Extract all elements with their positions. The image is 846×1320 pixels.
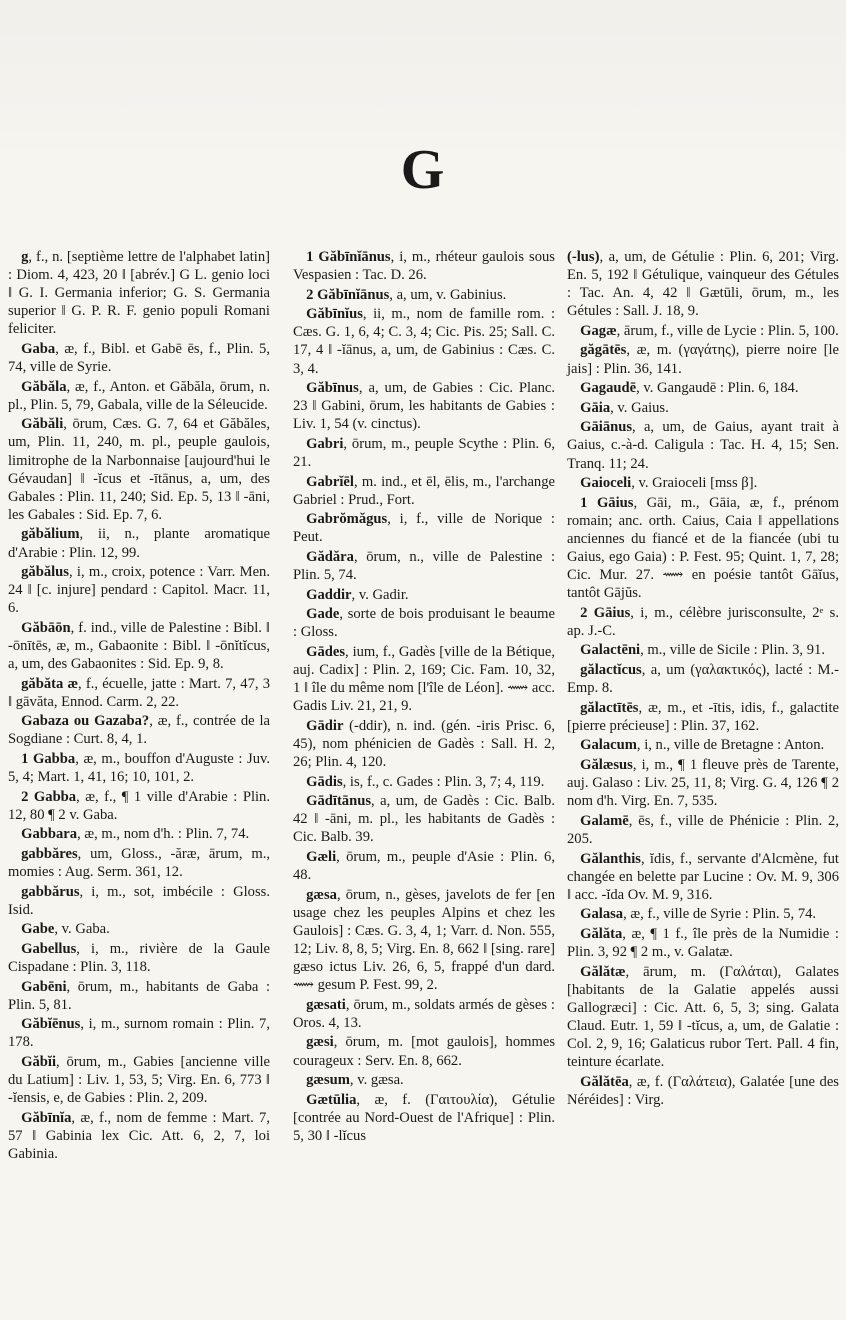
dictionary-entry: Găbăla, æ, f., Anton. et Găbăla, ōrum, n. pl., Plin. 5, 79, Gabala, ville de la Séleucide. <box>8 378 270 413</box>
dictionary-entry: Gălătēa, æ, f. (Γαλάτεια), Galatée [une des Néréides] : Virg. <box>567 1073 839 1108</box>
entry-headword: gabbăres <box>21 846 78 862</box>
entry-headword: Gabbara <box>21 826 78 843</box>
entry-headword: Galacum <box>580 737 637 754</box>
dictionary-entry: Gabe, v. Gaba. <box>21 921 110 938</box>
entry-headword: Gaba <box>21 340 56 357</box>
entry-headword: Gădăra <box>306 549 354 565</box>
entry-headword: Găbĭi <box>21 1054 56 1071</box>
entry-headword: 1 Găbīnĭānus <box>306 249 391 265</box>
dictionary-column-3 <box>567 248 839 1110</box>
dictionary-entry: Galamē, ēs, f., ville de Phénicie : Plin. 2, 205. <box>567 812 839 847</box>
entry-headword: Găbīnĭa <box>21 1109 72 1126</box>
dictionary-entry: 1 Gāius, Gāi, m., Gāia, æ, f., prénom romain; anc. orth. Caius, Caia ‖ appellations anciennes du fiancé et de la fiancée (ubi tu Gaius, ego Gaia) : P. Fest. 95; Quint. 1, 7, 28; Cic. Mur. 27. ⟿ en poésie tantôt Gāĭus, tantôt Gājŭs. <box>567 494 839 602</box>
dictionary-entry: Gāia, v. Gaius. <box>580 399 669 416</box>
dictionary-entry: Gæli, ōrum, m., peuple d'Asie : Plin. 6, 48. <box>293 849 555 884</box>
dictionary-entry: Gălæsus, i, m., ¶ 1 fleuve près de Tarente, auj. Galaso : Liv. 25, 11, 8; Virg. G. 4, 126 ¶ 2 nom d'h. Virg. En. 7, 535. <box>567 757 839 810</box>
dictionary-entry: Gaba, æ, f., Bibl. et Gabē ēs, f., Plin. 5, 74, ville de Syrie. <box>8 340 270 376</box>
dictionary-entry: Gabrŏmăgus, i, f., ville de Norique : Peut. <box>293 511 555 546</box>
dictionary-entry: Gabrĭēl, m. ind., et ēl, ēlis, m., l'archange Gabriel : Prud., Fort. <box>293 473 555 508</box>
dictionary-entry: gæsum, v. gæsa. <box>306 1072 404 1089</box>
dictionary-entry: găgātēs, æ, m. (γαγάτης), pierre noire [le jais] : Plin. 36, 141. <box>567 342 839 377</box>
entry-headword: Gāiānus <box>580 419 633 436</box>
dictionary-entry: Găbīnĭus, ii, m., nom de famille rom. : Cæs. G. 1, 6, 4; C. 3, 4; Cic. Pis. 25; Sall. C. 17, 4 ‖ -ĭānus, a, um, de Gabinius : Cæs. C. 3, 4. <box>293 306 555 377</box>
dictionary-entry: Gălăta, æ, ¶ 1 f., île près de la Numidie : Plin. 3, 92 ¶ 2 m., v. Galatæ. <box>567 925 839 960</box>
entry-headword: Gade <box>306 606 340 623</box>
dictionary-entry: Gabellus, i, m., rivière de la Gaule Cispadane : Plin. 3, 118. <box>8 940 270 976</box>
dictionary-entry: 1 Gabba, æ, m., bouffon d'Auguste : Juv. 5, 4; Mart. 1, 41, 16; 10, 101, 2. <box>8 751 271 786</box>
entry-headword: Gabellus <box>21 940 77 957</box>
entry-headword: Gabe <box>21 921 55 938</box>
dictionary-entry: 1 Găbīnĭānus, i, m., rhéteur gaulois sous Vespasien : Tac. D. 26. <box>293 249 555 284</box>
entry-headword: gălactītēs <box>580 699 639 716</box>
entry-headword: gălactĭcus <box>580 662 642 679</box>
section-letter: G <box>400 139 446 201</box>
entry-headword: Gādir <box>306 717 344 734</box>
entry-headword: g <box>21 249 29 265</box>
dictionary-entry: Gălătæ, ārum, m. (Γαλάται), Galates [habitants de la Galatie appelés aussi Gallogræci] : Cic. Att. 6, 5, 3; sing. Galata Claud. Eutr. 1, 59 ‖ -tĭcus, a, um, de Galatie : Col. 2, 9, 16; Galaticus rubor Tert. Pall. 4 fin, teinture écarlate. <box>567 963 839 1071</box>
entry-headword: Gaddir <box>306 586 352 603</box>
entry-headword: găbăta æ <box>21 675 79 692</box>
dictionary-entry: gabbăres, um, Gloss., -ăræ, ārum, m., momies : Aug. Serm. 361, 12. <box>8 846 270 881</box>
entry-headword: Găbīnĭus <box>306 306 363 323</box>
dictionary-entry: gabbărus, i, m., sot, imbécile : Gloss. Isid. <box>8 883 270 918</box>
dictionary-entry: Găbĭi, ōrum, m., Gabies [ancienne ville du Latium] : Liv. 1, 53, 5; Virg. En. 6, 773 ‖ -ĭensis, e, de Gabies : Plin. 2, 209. <box>8 1054 270 1107</box>
dictionary-entry: Gādis, is, f., c. Gades : Plin. 3, 7; 4, 119. <box>306 773 545 790</box>
dictionary-entry: Gabaza ou Gazaba?, æ, f., contrée de la Sogdiane : Curt. 8, 4, 1. <box>8 713 270 748</box>
entry-headword: 2 Găbīnĭānus <box>306 286 390 303</box>
dictionary-entry: Gagaudē, v. Gangaudē : Plin. 6, 184. <box>580 380 799 397</box>
entry-headword: Gălătēa <box>580 1073 629 1090</box>
entry-headword: Gabēni <box>21 978 67 995</box>
dictionary-entry: Găbīnus, a, um, de Gabies : Cic. Planc. 23 ‖ Gabini, ōrum, les habitants de Gabies : Liv. 1, 54 (v. cinctus). <box>293 380 555 433</box>
entry-headword: gæsati <box>306 996 346 1013</box>
entry-headword: Gaioceli <box>580 475 632 492</box>
dictionary-entry: Gabēni, ōrum, m., habitants de Gaba : Plin. 5, 81. <box>8 978 270 1013</box>
dictionary-column-1 <box>8 248 270 1165</box>
dictionary-entry: Gagæ, ārum, f., ville de Lycie : Plin. 5, 100. <box>580 322 839 339</box>
dictionary-entry: Galactēni, m., ville de Sicile : Plin. 3, 91. <box>580 642 825 659</box>
dictionary-entry: Gabbara, æ, m., nom d'h. : Plin. 7, 74. <box>21 826 250 843</box>
entry-headword: Găbāōn <box>21 619 71 636</box>
entry-headword: Găbīnus <box>306 380 359 397</box>
entry-headword: Gæli <box>306 849 337 865</box>
dictionary-column-2 <box>293 248 555 1147</box>
entry-headword: Gabaza ou Gazaba? <box>21 713 150 730</box>
dictionary-entry: găbălus, i, m., croix, potence : Varr. Men. 24 ‖ [c. injure] pendard : Capitol. Macr. 11, 6. <box>8 564 270 617</box>
entry-headword: Gagaudē <box>580 380 637 397</box>
entry-headword: Gāia <box>580 399 611 416</box>
entry-headword: Gabrŏmăgus <box>306 511 388 528</box>
bleed-through-shadow <box>0 0 846 150</box>
entry-headword: Găbăli <box>21 416 64 433</box>
dictionary-entry: gæsi, ōrum, m. [mot gaulois], hommes courageux : Serv. En. 8, 662. <box>293 1034 555 1069</box>
dictionary-entry: Găbīnĭa, æ, f., nom de femme : Mart. 7, 57 ‖ Gabinia lex Cic. Att. 6, 2, 7, loi Gabinia. <box>8 1109 270 1162</box>
dictionary-entry: gălactītēs, æ, m., et -ītis, idis, f., galactite [pierre précieuse] : Plin. 37, 162. <box>567 699 839 734</box>
entry-headword: 2 Gāius <box>580 604 631 621</box>
dictionary-entry: Gaddir, v. Gadir. <box>306 586 409 603</box>
entry-headword: Galamē <box>580 812 629 829</box>
entry-headword: Gagæ <box>580 322 617 339</box>
entry-headword: Gălăta <box>580 925 623 942</box>
entry-headword: Găbĭēnus <box>21 1016 81 1033</box>
entry-headword: 1 Gāius <box>580 494 634 511</box>
dictionary-entry: Gădăra, ōrum, n., ville de Palestine : Plin. 5, 74. <box>293 549 555 584</box>
dictionary-entry: 2 Gabba, æ, f., ¶ 1 ville d'Arabie : Plin. 12, 80 ¶ 2 v. Gaba. <box>8 788 270 823</box>
dictionary-entry: găbăta æ, f., écuelle, jatte : Mart. 7, 47, 3 ‖ gāvăta, Ennod. Carm. 2, 22. <box>8 675 270 710</box>
entry-headword: Gādītānus <box>306 793 372 810</box>
entry-headword: Gabri <box>306 435 344 452</box>
entry-headword: gæsa <box>306 886 337 903</box>
dictionary-entry: Gabri, ōrum, m., peuple Scythe : Plin. 6, 21. <box>293 435 555 471</box>
dictionary-entry: Găbāōn, f. ind., ville de Palestine : Bibl. ‖ -ōnītēs, æ, m., Gabaonite : Bibl. ‖ -ōnĭtĭcus, a, um, des Gabaonites : Sid. Ep. 9, 8. <box>8 619 270 673</box>
entry-headword: gæsum <box>306 1072 350 1089</box>
entry-headword: găbălus <box>21 564 69 581</box>
entry-headword: 1 Gabba <box>21 751 76 768</box>
entry-headword: Gætūlia <box>306 1091 357 1108</box>
dictionary-entry: Gādir (-ddir), n. ind. (gén. -iris Prisc. 6, 45), nom phénicien de Gadès : Sall. H. 2, 26; Plin. 4, 120. <box>293 717 555 771</box>
dictionary-entry: g, f., n. [septième lettre de l'alphabet latin] : Diom. 4, 423, 20 ‖ [abrév.] G L. genio loci ‖ G. I. Germania inferior; G. S. Germania superior ‖ G. P. R. F. genio populi Romani feliciter. <box>8 249 270 338</box>
entry-headword: găgātēs <box>580 342 627 359</box>
entry-headword: 2 Gabba <box>21 788 77 805</box>
dictionary-entry: Gādītānus, a, um, de Gadès : Cic. Balb. 42 ‖ -āni, m. pl., les habitants de Gadès : Cic. Balb. 39. <box>293 793 555 846</box>
entry-headword: gabbărus <box>21 883 80 900</box>
entry-headword: (-lus) <box>567 249 600 265</box>
dictionary-entry: Gade, sorte de bois produisant le beaume : Gloss. <box>293 606 555 641</box>
entry-headword: Gabrĭēl <box>306 473 354 490</box>
dictionary-entry: găbălium, ii, n., plante aromatique d'Arabie : Plin. 12, 99. <box>8 526 270 561</box>
dictionary-entry: 2 Gāius, i, m., célèbre jurisconsulte, 2ᵉ s. ap. J.-C. <box>567 604 839 639</box>
entry-headword: Găbăla <box>21 378 67 395</box>
entry-headword: Gălanthis <box>580 850 641 867</box>
dictionary-entry: Gætūlia, æ, f. (Γαιτουλία), Gétulie [contrée au Nord-Ouest de l'Afrique] : Plin. 5, 30 ‖ -lĭcus <box>293 1091 555 1144</box>
entry-headword: Gălătæ <box>580 963 626 980</box>
entry-headword: Gādis <box>306 773 343 790</box>
dictionary-entry: Galasa, æ, f., ville de Syrie : Plin. 5, 74. <box>580 906 817 923</box>
dictionary-entry: Galacum, i, n., ville de Bretagne : Anton. <box>580 737 825 754</box>
entry-headword: Galasa <box>580 906 624 923</box>
dictionary-entry: Gādes, ium, f., Gadès [ville de la Bétique, auj. Cadix] : Plin. 2, 169; Cic. Fam. 10, 32, 1 ‖ île du même nom [l'île de Léon]. ⟿ acc. Gadis Liv. 21, 21, 9. <box>293 643 555 715</box>
entry-headword: Gādes <box>306 643 346 660</box>
dictionary-entry: gæsa, ōrum, n., gèses, javelots de fer [en usage chez les peuples Alpins et chez les Gaulois] : Cæs. G. 3, 4, 1; Varr. d. Non. 555, 12; Liv. 8, 8, 5; Virg. En. 8, 662 ‖ [sing. rare] gæso ictus Liv. 26, 6, 5, frappé d'un dard. ⟿ gesum P. Fest. 99, 2. <box>293 886 555 994</box>
entry-headword: gæsi <box>306 1034 334 1051</box>
dictionary-entry: Găbăli, ōrum, Cæs. G. 7, 64 et Găbăles, um, Plin. 11, 240, m. pl., peuple gaulois, limitrophe de la Narbonnaise [aujourd'hui le Gévaudan] ‖ -ĭcus et -ītānus, a, um, des Gabales : Plin. 11, 240; Sid. Ep. 5, 13 ‖ -āni, les Gabales : Sid. Ep. 7, 6. <box>8 416 270 523</box>
dictionary-entry: gălactĭcus, a, um (γαλακτικός), lacté : M.-Emp. 8. <box>567 662 839 697</box>
dictionary-entry: Gāiānus, a, um, de Gaius, ayant trait à Gaius, c.-à-d. Caligula : Tac. H. 4, 15; Sen. Tranq. 11; 24. <box>567 419 839 472</box>
dictionary-entry: Gălanthis, ĭdis, f., servante d'Alcmène, fut changée en belette par Lucine : Ov. M. 9, 306 ‖ acc. -ĭda Ov. M. 9, 316. <box>567 850 839 903</box>
entry-headword: Galactēni <box>580 642 641 659</box>
entry-headword: găbălium <box>21 526 80 543</box>
entry-headword: Gălæsus <box>580 757 633 774</box>
dictionary-entry: (-lus), a, um, de Gétulie : Plin. 6, 201; Virg. En. 5, 192 ‖ Gétulique, vainqueur des Gétules : Tac. An. 4, 42 ‖ Gætūli, ōrum, m., les Gétules : Sall. J. 18, 9. <box>567 249 839 320</box>
dictionary-entry: gæsati, ōrum, m., soldats armés de gèses : Oros. 4, 13. <box>293 996 555 1031</box>
dictionary-entry: Gaioceli, v. Graioceli [mss β]. <box>580 475 758 492</box>
dictionary-entry: 2 Găbīnĭānus, a, um, v. Gabinius. <box>306 286 507 303</box>
dictionary-entry: Găbĭēnus, i, m., surnom romain : Plin. 7, 178. <box>8 1016 270 1051</box>
